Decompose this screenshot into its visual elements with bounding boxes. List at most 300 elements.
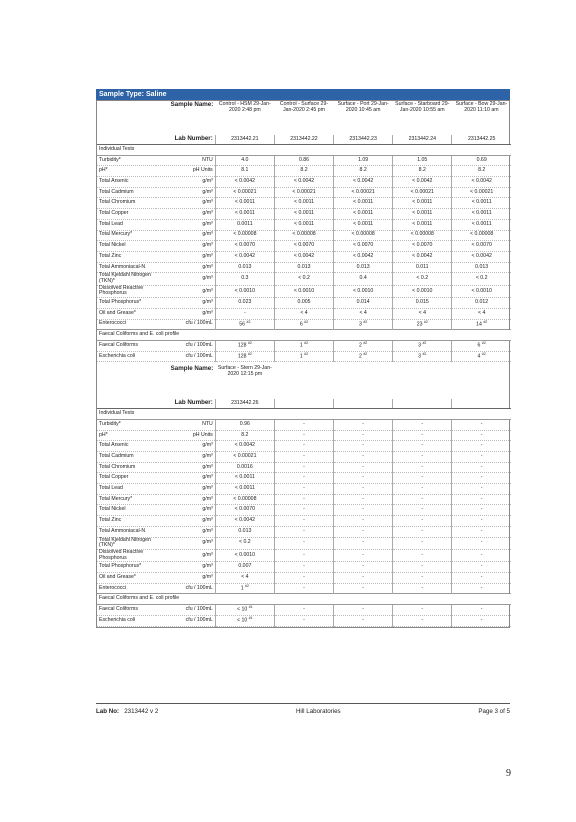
- test-value-cell: [393, 219, 452, 230]
- test-value: < 0.0011: [412, 220, 433, 227]
- test-value-cell: [334, 230, 393, 241]
- test-value: 3: [418, 342, 422, 349]
- test-value: < 0.0070: [471, 242, 492, 249]
- test-value-cell: [334, 505, 393, 516]
- test-name: Total Mercury*: [97, 494, 156, 505]
- test-value: -: [362, 506, 364, 513]
- test-value-cell: [452, 605, 511, 616]
- test-value: -: [480, 463, 483, 470]
- lab-number-label: Lab Number:: [97, 399, 215, 409]
- test-value-cell: [215, 516, 274, 527]
- lab-number-row: [97, 135, 511, 145]
- test-value-cell: [334, 583, 393, 594]
- test-value-cell: [452, 308, 511, 319]
- test-value-cell: [274, 573, 333, 584]
- test-value-cell: [393, 462, 452, 473]
- test-value: -: [362, 442, 364, 449]
- qualifier-mark: #2: [481, 351, 486, 356]
- test-value: -: [480, 452, 483, 459]
- test-value-cell: [393, 198, 452, 209]
- test-value: 0.4: [359, 275, 367, 282]
- table-row: [97, 187, 511, 198]
- test-value-cell: [215, 241, 274, 252]
- table-row: [97, 419, 511, 430]
- test-value-cell: [393, 473, 452, 484]
- test-value: 0.013: [238, 263, 252, 270]
- sample-name-cell: [274, 365, 333, 399]
- test-value-cell: [274, 516, 333, 527]
- test-value-cell: [334, 285, 393, 297]
- test-name: Enterococci: [97, 583, 156, 594]
- test-value: 2: [359, 342, 362, 349]
- test-name: Escherichia coli: [97, 615, 156, 626]
- table-row: [97, 441, 511, 452]
- lab-number-cell: [393, 399, 452, 409]
- footer-company: Hill Laboratories: [295, 708, 341, 715]
- test-value: 0.014: [356, 299, 370, 306]
- table-row: [97, 526, 511, 537]
- test-value: 56: [239, 321, 246, 328]
- sample-name-cell: [334, 365, 393, 399]
- qualifier-mark: #1: [248, 615, 253, 620]
- test-unit: g/m³: [156, 573, 215, 584]
- test-value-cell: [452, 285, 511, 297]
- test-value-cell: [274, 319, 333, 330]
- test-name: Total Lead: [97, 219, 156, 230]
- test-unit: g/m³: [156, 494, 215, 505]
- results-table-1: [97, 101, 511, 362]
- test-value-cell: [274, 273, 333, 285]
- test-unit: g/m³: [156, 209, 215, 220]
- test-value-cell: [274, 562, 333, 573]
- test-value: 3: [418, 353, 422, 360]
- test-name: Total Copper: [97, 209, 156, 220]
- test-name: Faecal Coliforms: [97, 605, 156, 616]
- test-value: < 0.2: [475, 275, 488, 282]
- sample-name-label: Sample Name:: [170, 101, 214, 108]
- table-row: [97, 273, 511, 285]
- test-value: < 0.00021: [470, 188, 494, 195]
- test-value-cell: [393, 494, 452, 505]
- lab-number-cell: 2313442.24: [393, 135, 452, 145]
- table-row: [97, 549, 511, 561]
- test-unit: g/m³: [156, 262, 215, 273]
- qualifier-mark: #2: [245, 583, 249, 588]
- test-value-cell: [452, 452, 511, 463]
- test-name: Enterococci: [97, 319, 156, 330]
- test-value: 1.05: [417, 156, 428, 163]
- test-value-cell: [334, 262, 393, 273]
- test-value-cell: [393, 605, 452, 616]
- test-value: < 0.00008: [233, 495, 257, 502]
- test-name: Dissolved Reactive Phosphorus: [97, 549, 156, 561]
- section-row-individual-tests: [97, 145, 511, 156]
- test-value: -: [362, 563, 364, 570]
- lab-number-cell: 2313442.22: [274, 135, 333, 145]
- table-row: [97, 505, 511, 516]
- test-value-cell: [393, 251, 452, 262]
- test-value: < 0.0011: [294, 220, 314, 227]
- test-value: -: [421, 616, 424, 623]
- results-frame: [96, 100, 510, 628]
- test-value-cell: [452, 583, 511, 594]
- test-value-cell: [274, 198, 333, 209]
- sample-name-cell: [393, 365, 452, 399]
- test-value-cell: [215, 605, 274, 616]
- table-row: [97, 573, 511, 584]
- test-name: Total Kjeldahl Nitrogen (TKN)*: [97, 273, 156, 285]
- test-unit: cfu / 100mL: [156, 605, 215, 616]
- sample-name-cell: Surface - Port 29-Jan-2020 10:45 am: [337, 101, 389, 113]
- test-value-cell: [215, 298, 274, 309]
- test-value-cell: [334, 273, 393, 285]
- test-name: Total Ammoniacal-N: [97, 526, 156, 537]
- test-value-cell: [393, 452, 452, 463]
- test-value: 0.013: [297, 263, 311, 270]
- test-unit: cfu / 100mL: [156, 351, 215, 362]
- test-value: < 0.0042: [352, 252, 374, 259]
- test-value: < 0.2: [298, 275, 310, 282]
- test-unit: g/m³: [156, 562, 215, 573]
- test-value-cell: [393, 441, 452, 452]
- test-value-cell: [334, 155, 393, 166]
- test-value: 0.013: [238, 527, 252, 534]
- test-value-cell: [215, 187, 274, 198]
- test-value-cell: [215, 505, 274, 516]
- test-value: -: [480, 551, 483, 558]
- test-value-cell: [274, 605, 333, 616]
- table-row: [97, 494, 511, 505]
- test-value: < 0.00021: [351, 188, 375, 195]
- test-value: -: [362, 551, 364, 558]
- test-value: -: [421, 420, 424, 427]
- test-value: < 0.0011: [353, 199, 374, 206]
- test-value-cell: [452, 573, 511, 584]
- section-label: Faecal Coliforms and E. coli profile: [97, 594, 511, 605]
- table-row: [97, 219, 511, 230]
- table-row: [97, 562, 511, 573]
- test-unit: g/m³: [156, 484, 215, 495]
- test-value: < 0.0011: [234, 474, 255, 481]
- test-name: Oil and Grease*: [97, 573, 156, 584]
- test-value: < 0.00008: [233, 231, 257, 238]
- test-value-cell: [334, 615, 393, 626]
- test-name: Dissolved Reactive Phosphorus: [97, 285, 156, 297]
- test-value-cell: [452, 462, 511, 473]
- test-value-cell: [393, 505, 452, 516]
- test-value-cell: [452, 351, 511, 362]
- test-value: 8.2: [478, 167, 486, 174]
- test-value-cell: [393, 298, 452, 309]
- test-value-cell: [215, 177, 274, 188]
- test-name: Total Nickel: [97, 241, 156, 252]
- test-value-cell: [215, 452, 274, 463]
- section-label: Individual Tests: [97, 409, 511, 420]
- table-row: [97, 430, 511, 441]
- test-value-cell: [334, 298, 393, 309]
- test-value-cell: [215, 198, 274, 209]
- test-value: 3: [359, 321, 362, 328]
- test-value-cell: [274, 430, 333, 441]
- test-value: -: [480, 506, 483, 513]
- test-value: -: [362, 606, 364, 613]
- test-value-cell: [274, 419, 333, 430]
- table-row: [97, 285, 511, 297]
- table-row: [97, 209, 511, 220]
- test-unit: g/m³: [156, 198, 215, 209]
- lab-number-cell: 2313442.23: [334, 135, 393, 145]
- test-value-cell: [215, 319, 274, 330]
- test-value: 4: [477, 353, 481, 360]
- test-value-cell: [274, 187, 333, 198]
- test-value: -: [303, 527, 305, 534]
- test-value-cell: [334, 319, 393, 330]
- lab-number-cell: [452, 399, 511, 409]
- test-value-cell: [452, 537, 511, 549]
- test-value: -: [303, 463, 305, 470]
- test-value-cell: [393, 187, 452, 198]
- test-value-cell: [334, 484, 393, 495]
- test-value: < 0.0011: [294, 210, 314, 217]
- test-value: -: [362, 527, 364, 534]
- test-value-cell: [215, 562, 274, 573]
- test-value-cell: [215, 155, 274, 166]
- test-value-cell: [334, 198, 393, 209]
- test-value: < 0.0042: [471, 178, 492, 185]
- test-value-cell: [274, 494, 333, 505]
- test-value-cell: [215, 494, 274, 505]
- test-value: < 0.0011: [353, 220, 374, 227]
- test-value-cell: [393, 155, 452, 166]
- test-value: 0.005: [297, 299, 311, 306]
- test-value: < 4: [300, 309, 308, 316]
- test-name: Total Chromium: [97, 462, 156, 473]
- table-row: [97, 537, 511, 549]
- test-value: -: [421, 517, 424, 524]
- test-value: < 4: [359, 309, 367, 316]
- test-name: Faecal Coliforms: [97, 340, 156, 351]
- test-value-cell: [215, 430, 274, 441]
- table-row: [97, 177, 511, 188]
- test-value-cell: [393, 615, 452, 626]
- test-value-cell: [393, 209, 452, 220]
- test-value: < 0.0011: [471, 220, 492, 227]
- test-value-cell: [334, 241, 393, 252]
- table-row: [97, 516, 511, 527]
- table-row: [97, 319, 511, 330]
- test-value-cell: [452, 494, 511, 505]
- test-value-cell: [334, 452, 393, 463]
- test-value-cell: [334, 209, 393, 220]
- test-value-cell: [215, 526, 274, 537]
- test-value-cell: [215, 462, 274, 473]
- test-value: -: [303, 563, 305, 570]
- test-value: 128: [237, 353, 247, 360]
- test-name: Total Copper: [97, 473, 156, 484]
- test-value-cell: [274, 298, 333, 309]
- test-value-cell: [274, 526, 333, 537]
- test-value: -: [421, 442, 424, 449]
- test-value: -: [303, 420, 305, 427]
- test-value-cell: [215, 351, 274, 362]
- qualifier-mark: #2: [304, 340, 309, 345]
- test-value: < 0.0042: [234, 252, 256, 259]
- test-value-cell: [334, 573, 393, 584]
- test-unit: cfu / 100mL: [156, 340, 215, 351]
- test-value: 8.2: [241, 431, 249, 438]
- test-value-cell: [334, 430, 393, 441]
- test-value-cell: [274, 340, 333, 351]
- test-value: -: [480, 517, 483, 524]
- footer-lab-no: [96, 708, 158, 715]
- test-unit: g/m³: [156, 273, 215, 285]
- test-value: < 0.0010: [234, 287, 256, 294]
- test-value: 8.1: [241, 167, 249, 174]
- test-value: -: [421, 563, 424, 570]
- test-value: -: [421, 527, 424, 534]
- test-value-cell: [274, 462, 333, 473]
- test-value: 0.013: [356, 263, 370, 270]
- sample-name-row: [97, 365, 511, 399]
- test-name: Total Zinc: [97, 516, 156, 527]
- test-value-cell: [334, 549, 393, 561]
- test-value-cell: [274, 209, 333, 220]
- test-value: -: [303, 452, 305, 459]
- test-value-cell: [393, 285, 452, 297]
- test-value: -: [362, 485, 364, 492]
- test-value: -: [303, 574, 305, 581]
- test-value: 0.86: [298, 156, 310, 163]
- test-value: -: [480, 442, 483, 449]
- test-value: -: [362, 420, 364, 427]
- test-value: < 0.0011: [353, 210, 374, 217]
- test-value-cell: [334, 605, 393, 616]
- test-value: < 0.0070: [352, 242, 374, 249]
- test-value: -: [421, 584, 424, 591]
- test-value-cell: [452, 241, 511, 252]
- qualifier-mark: #2: [247, 340, 252, 345]
- test-unit: g/m³: [156, 505, 215, 516]
- test-value-cell: [334, 441, 393, 452]
- test-value: < 0.0011: [294, 199, 314, 206]
- test-value-cell: [452, 516, 511, 527]
- test-unit: g/m³: [156, 241, 215, 252]
- test-value-cell: [393, 262, 452, 273]
- lab-number-cell: 2313442.25: [452, 135, 511, 145]
- test-value: < 0.0010: [293, 287, 315, 294]
- test-name: Total Phosphorus*: [97, 562, 156, 573]
- test-value: -: [421, 463, 424, 470]
- test-value: < 0.0010: [234, 551, 256, 558]
- test-value: < 0.0042: [293, 178, 315, 185]
- qualifier-mark: #2: [481, 340, 486, 345]
- section-row-individual-tests: [97, 409, 511, 420]
- test-value: < 0.0010: [352, 287, 374, 294]
- test-value: < 0.0011: [234, 485, 255, 492]
- test-value-cell: [215, 251, 274, 262]
- test-value: -: [362, 539, 364, 546]
- test-name: Total Zinc: [97, 251, 156, 262]
- table-row: [97, 241, 511, 252]
- test-value: 0.023: [238, 299, 252, 306]
- test-value-cell: [452, 262, 511, 273]
- test-value: < 0.00008: [351, 231, 375, 238]
- test-value-cell: [274, 166, 333, 177]
- test-value: < 0.0010: [412, 287, 433, 294]
- test-value-cell: [452, 549, 511, 561]
- test-value-cell: [334, 419, 393, 430]
- footer-page: Page 3 of 5: [478, 708, 510, 715]
- test-value-cell: [393, 273, 452, 285]
- test-value-cell: [215, 262, 274, 273]
- test-value-cell: [452, 298, 511, 309]
- test-unit: g/m³: [156, 285, 215, 297]
- page-number: 9: [506, 768, 511, 779]
- test-value-cell: [274, 351, 333, 362]
- lab-number-cell: [334, 399, 393, 409]
- test-name: Turbidity*: [97, 419, 156, 430]
- page-footer: [96, 703, 510, 715]
- sample-name-cell: Surface - Starboard 29-Jan-2020 10:55 am: [395, 101, 450, 113]
- test-name: Total Lead: [97, 484, 156, 495]
- test-value: < 0.2: [416, 275, 429, 282]
- test-value-cell: [452, 251, 511, 262]
- test-value-cell: [393, 241, 452, 252]
- sample-name-cell: Control - HSM 29-Jan-2020 2:48 pm: [218, 101, 271, 113]
- test-value-cell: [393, 562, 452, 573]
- test-value: < 0.0042: [234, 442, 256, 449]
- test-value-cell: [452, 166, 511, 177]
- lab-number-label: Lab Number:: [97, 135, 215, 145]
- test-value: -: [480, 420, 483, 427]
- test-value: < 0.00021: [233, 188, 257, 195]
- test-value: < 0.0070: [293, 242, 315, 249]
- test-value-cell: [215, 273, 274, 285]
- test-value-cell: [452, 562, 511, 573]
- test-value: -: [421, 431, 424, 438]
- test-value: 0.69: [476, 156, 487, 163]
- table-row: [97, 452, 511, 463]
- test-value-cell: [393, 319, 452, 330]
- test-value: < 0.0011: [471, 199, 492, 206]
- table-row: [97, 462, 511, 473]
- test-value: 0.0011: [237, 220, 253, 227]
- test-value-cell: [334, 562, 393, 573]
- test-value-cell: [274, 505, 333, 516]
- test-value: -: [421, 506, 424, 513]
- test-value: 0.013: [475, 263, 489, 270]
- test-name: Total Cadmium: [97, 452, 156, 463]
- test-value-cell: [334, 340, 393, 351]
- test-value: < 0.00021: [233, 452, 257, 459]
- section-label: Individual Tests: [97, 145, 511, 156]
- test-value: < 0.0042: [234, 517, 256, 524]
- table-row: [97, 166, 511, 177]
- test-unit: g/m³: [156, 230, 215, 241]
- test-value-cell: [452, 526, 511, 537]
- test-value-cell: [393, 573, 452, 584]
- test-value: < 0.00021: [410, 188, 434, 195]
- test-value-cell: [334, 166, 393, 177]
- test-value-cell: [452, 430, 511, 441]
- test-value: -: [421, 474, 424, 481]
- test-value: < 0.0042: [352, 178, 374, 185]
- test-value-cell: [274, 452, 333, 463]
- qualifier-mark: #2: [363, 351, 368, 356]
- test-unit: g/m³: [156, 308, 215, 319]
- test-value-cell: [452, 219, 511, 230]
- test-value-cell: [334, 177, 393, 188]
